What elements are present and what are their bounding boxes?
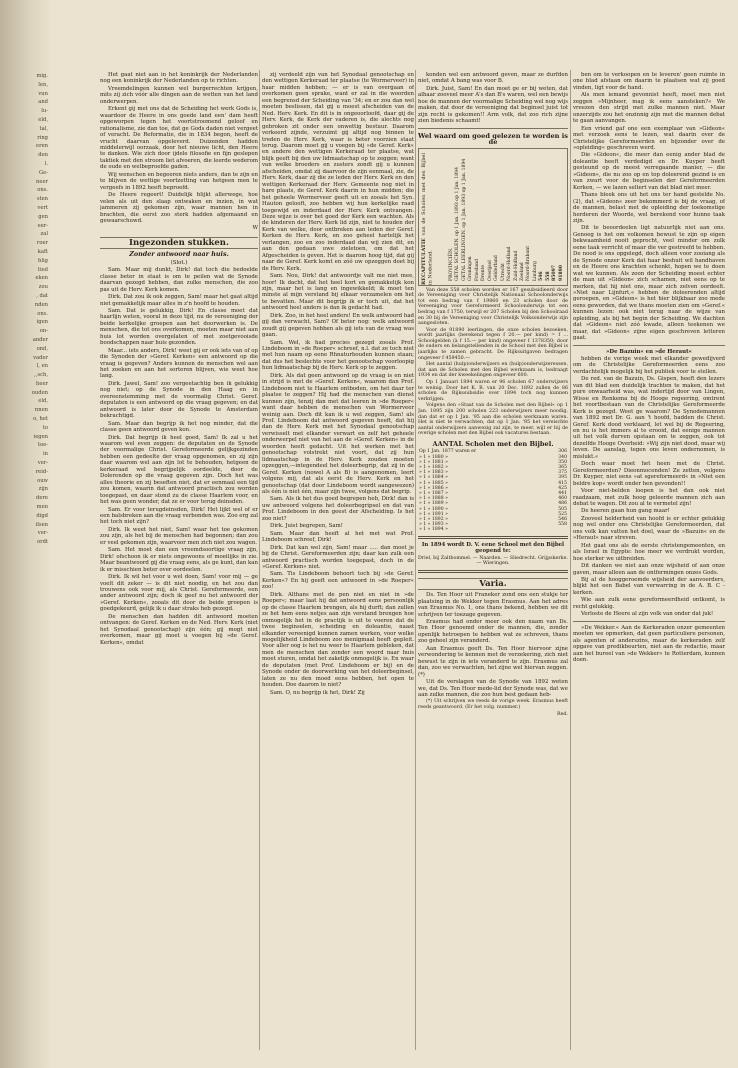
paragraph: konden wel een antwoord geven, maar ze durfden niet, omdat A bang was voor B. (418, 72, 568, 85)
varia-paragraph: Ds. Ten Hoor uit Franeker zond ons een stukje ter plaatsing in de Wekker tegen Erasmus. Aan het adres van Erasmus No. 1, ons thans bekend, hebben we dit schrijven ter toezage gegeven. (418, 592, 568, 618)
margin-fragment: men (36, 504, 48, 511)
column-rule (570, 70, 571, 1050)
margin-fragment: mig. (36, 73, 48, 79)
margin-fragment: eld, (38, 398, 48, 405)
margin-fragment: ver- (37, 460, 48, 467)
dialogue-paragraph: Dirk. Ik weet het niet, Sam! waar het toe gekomen zou zijn, als het bij de menschen had begonnen; dan zou er veel gekomen zijn, waarvoor men zich niet zou wagen. (100, 526, 258, 546)
year-cell: » 1 » 1882 » (419, 465, 448, 471)
table-province: Limburg (532, 260, 538, 281)
margin-fragment: iegen (33, 433, 48, 440)
year-cell: » 1 » 1887 » (419, 491, 448, 497)
dialogue-paragraph: Dirk. Zoo, in het heel anders! En welk antwoord had gij dan verwacht, Sam? Of beter nog: welk antwoord zoudt gij gegeven hebben als gij iets van de vraag was gaan. (262, 312, 414, 339)
dialogue-paragraph: Sam. Wel, ik had precies gezegd zooals Prof. Lindeboom in »de Roeper« schreef, n.l. dat ze toch niet met hun naam op eene Rhnaturbouden kunnen staan; dat dus het beslechte voor het genootschap voorloopig hun lidmaatschap bij de Herv. Kerk op te zeggen. (262, 339, 414, 372)
year-cell: » 1 » 1892 » (419, 517, 448, 523)
count-cell: 486 (558, 501, 567, 507)
wekker-paragraph: »De Wekker.« Aan de Kerkeraden onzer gemeenten moeten we opmerken, dat geen particuliere personen, als agenten of anderszins, maar de kerkeraden zelf opgave van predikbeurten, niet aan de redactie, maar aan het bureel van »de Wekker« te Rotterdam, kunnen doen. (573, 624, 725, 663)
margin-fragment: ons. (37, 310, 48, 317)
section-title: Ingezonden stukken. (100, 237, 258, 249)
table-province: Gelderland (494, 254, 500, 281)
varia-title: Varia. (418, 578, 568, 590)
margin-fragment: toe- (37, 442, 48, 449)
count-cell: 375 (558, 470, 567, 476)
margin-fragment: ons. (37, 187, 48, 194)
count-cell: 525 (558, 511, 567, 517)
varia-paragraph: Uit de verslagen van de Synode van 1892 weten we, dat Ds. Ten Hoor mede-lid der Synode was, dat we aan zulke mannen, die zoo hun best gedaan heb- (418, 679, 568, 699)
dialogue-paragraph: Sam. Het moet dan een vreemdsoortige vraag zijn, Dirk! ofschoon ik er niets ongewoons of moeilijks in zie. Maar beantwoord gij die vraag eens, als ge kunt, dan kan ik er misschien beter over oordeelen. (100, 547, 258, 573)
paragraph: Doch waar moet het heen met de Christ. Gereformeerden? Dieonmocenden! Ze zetten, volgens Dr. Kuyper, niet eens »at sgereformeerd« in »Niet een beldre kop« wordt onder hen gevonden!! (573, 461, 725, 487)
count-cell: 505 (558, 506, 567, 512)
table-total: 558 (545, 270, 551, 281)
margin-fragment: zou (38, 284, 48, 291)
paragraph: Als men iemand gevonnist heeft, moet men niet zeggen »Mijnheer, mag ik eens aansteken?« We vreezen den strijd met zulke mannen niet. Maar onzerzijds zou het onzinnig zijn met die mannen debat te gaan aanvangen. (573, 92, 725, 125)
table-subheader: van de Scholen met den Bijbel in Nederland. (421, 152, 434, 285)
count-cell: 340 (558, 454, 567, 460)
count-cell: 395 (558, 475, 567, 481)
left-margin-fragments (0, 72, 48, 547)
margin-fragment: vun (38, 90, 48, 97)
paragraph: Vreemdelingen kunnen wel burgerrechten krijgen, mits zij zich vóór alle dingen aan de wetten van het land onderwerpen. (100, 85, 258, 105)
article-subtitle: Zonder antwoord naar huis. (129, 250, 229, 259)
year-cell: Op 1 Jan. 1877 waren er (419, 449, 477, 455)
table-province: Noord-Brabant (526, 245, 532, 281)
paragraph: Voor niet-belden loopen is het dan ook niet raadzaam, met zulk hoog geleerde mannen zich aan debat te wagen. Dit zou al te vermetel zijn! (573, 488, 725, 507)
dialogue-paragraph: Dirk. Juist begrepen, Sam! (270, 523, 343, 530)
dialogue-paragraph: Dirk. Dat kan wel zijn, Sam! maar ..... dan moet je bij de Christ. Gereformeerden zijn; daar kan zulk een antwoord practisch worden toegepast, doch in de »Geref. Kerken« niet. (262, 544, 414, 570)
margin-fragment: ,,sch, (34, 372, 48, 379)
paragraph: Erkent gij met ons dat de Scheiding het werk Gods is, waardoor de Heere in ons goede land een' dam heeft opgeworpen tegen het voortstroomend geloof en rationalisme, zie dan toe, dat ge Gods daden niet vergeet of veracht. De Reformatie, die in 1834 begon, heeft de vrucht daarvan opgeleverd. Duizenden hadden middelerwijl oorzaak, door het nieuwe licht, den Heere te danken. Wie zich door ijdele filosofie en fijn geslepen taktiek met den stroom liet afvoeren, die leerde wederom de oude en welbeproefde gaden. (100, 106, 258, 171)
dialogue-paragraph: Dirk. Dat zou ik ook zeggen, Sam! maar het gaat altijd niet gemakkelijk maar alles in z'n hoofd te houden. (100, 294, 258, 307)
margin-fragment: ouw (37, 477, 48, 484)
margin-fragment: eer- (37, 222, 48, 229)
margin-fragment: Ge- (39, 169, 48, 176)
dialogue-paragraph: De menschen dan hadden dit antwoord moeten ontvangen: de Geref. Kerken en de Ned. Herv. Kerk (niet het Synodaal genootschap) zijn één; gij mogt niet overkomen, maar gij moet u voegen bij »de Geref. Kerken«, omdat (100, 613, 258, 646)
count-cell: 415 (558, 480, 567, 486)
margin-fragment: to (42, 424, 48, 431)
paragraph: Zooveel helderheid van hoofd is er echter gelukkig nog wel onder ons Christelijke Gereformeerden, dat ons volk kan vatten het doel, waar de »Bazuin« en de »Heraut« naar streven. (573, 515, 725, 542)
count-cell (545, 527, 568, 532)
margin-fragment: dere (36, 495, 48, 502)
paragraph: Die »Gideon«, die meer dan eenig ander blad de doleantie heeft verdedigd en Dr. Kuyper heeft gesteund op de meest verregaande manier, — die »Gideon«, die nu zoo op en top doleerend gezind is en van zwart voor de beginselen der Gereformeerden Kerken, — we lazen seltert van dat blad niet meer. (573, 152, 725, 191)
table-province: Groningen (468, 255, 474, 281)
count-cell: 306 (558, 449, 567, 455)
table-title: Wel waard om goed gelezen te worden is de (418, 131, 568, 147)
sign-off: W (252, 225, 258, 232)
column-4 (573, 72, 725, 664)
margin-fragment: ander (32, 336, 48, 343)
dialogue-paragraph: Dirk. Als dat geen antwoord op de vraag is en niet in strijd is met de »Geref. Kerken«, waarom dan Prof. Lindeboom niet te Haarlem ontboden, om het daar ter plaatse te zeggen? Hij had die menschen van dienst kunnen zijn, tenzij dan met dat leeren in »de Roeper« want daar hebben de menschen van Wormerveer weinig aan. Doch dit kan ik u wel zeggen, Sam! als Prof. Lindeboom dat antwoord gegeven heeft, dat hij dan de Herv. Kerk met het Synodaal genootschap verwisselt met elkander verwart en zelf het geheele onderwerpel niet van het aan de »Geref. Kerken« in de woorden heeft gedacht. Uit het werken met het genootschap volstrekt niet voort, dat zij hun lidmaatschap in de Herv. Kerk zouden moeten opzeggen,—integendeel het doleerbegrip, dat zij in de Geref. Kerken (nowel A als B) is aangenomen, leert volgens mij, dat als eerst de Herv. Kerk en het genootschap (dat door Lindeboom wordt aangewezen) als één is niet één, maar zijn twee, volgens dat begrip. (262, 372, 414, 495)
count-cell: 350 (558, 459, 567, 465)
paragraph: Thans bleek ons uit het ons ter hand gestelde No. (2), dat »Gideon« zeer bekommerd is bij de vraag, of de mannen, belast met de opleiding der toekomstige herderen der Woorde, wel berekend voor hunne taak zijn. (573, 192, 725, 224)
margin-fragment: sten (36, 196, 48, 203)
table-province: Utrecht (500, 262, 506, 281)
margin-fragment: on- (39, 328, 48, 335)
year-cell: » 1 » 1894 » (419, 527, 448, 533)
margin-fragment: ilsen (35, 521, 48, 528)
paragraph: Wij wenschen en begeeren niets anders, dan te zijn en te blijven de wettige voortzetting van hetgeen men te vergeefs in 1892 heeft beproefd. (100, 171, 258, 191)
footnote: (*) Uit schrijven we reeds de vorige week. Erasmus heeft reeds geantwoord. (Er het volg. nummer.) (418, 699, 568, 711)
dialogue-paragraph: Sam. O, nu begrijp ik het, Dirk! Zij (270, 689, 365, 696)
note-paragraph: Volgens den »Staat van de Scholen met den Bijbel« op 1 Jan. 1895 zijn 200 scholen 223 onderwijzers meer noodig, dan dat er op 1 Jan. '95 aan die scholen werkzaam waren. Het is niet te verwachten, dat op 1 Jan. '95 het vereischte aantal onderwijzers aanwezig zal zijn, te meer, wijl er bij de overige scholen met den Bijbel ook vacatures bestaan. (418, 403, 568, 437)
varia-paragraph: Erasmus had onder meer ook den naam van Ds. Ten Hoor genoemd onder de mannen, die, zonder openlijk hetroepen te hebben wat ze schreven, thans zoo geheel zijn veranderd. (418, 619, 568, 645)
margin-fragment: ring (37, 134, 48, 141)
margin-fragment: tied (37, 266, 48, 273)
margin-fragment: and (38, 99, 48, 106)
margin-fragment: l, en (36, 363, 48, 370)
note-paragraph: Op 1 Januari 1894 waren er 96 scholen 67 onderwijzers te weinig. Door het K. B. van 20 Dec. 1892 zullen de 86 scholen de Rijkssubsidie over 1894 toch nog kunnen verkrijgen. (418, 380, 568, 402)
dialogue-paragraph: Sam. Maar dan begrijp ik het nog minder, dat die classe geen antwoord geven kon. (100, 420, 258, 434)
paragraph: Dirk. Juist, Sam! En dan moet ge er bij weten, dat alhaar zooveel meer A's dan B's waren, wel een bewijs hoe de mannen der voormalige Scheiding wel nog wijs maken, dat door de vereeniging dat beginsel juist tot zijn recht is gekomen!! Arm volk, dat zoo rich zijne zien biedenis schaamt! (418, 85, 568, 125)
aantal-table (418, 449, 568, 532)
count-cell: 441 (558, 491, 567, 497)
margin-fragment: den (38, 152, 48, 159)
count-cell: 558 (558, 522, 567, 528)
notice-heading: In 1894 wordt D. V. eene School met den Bijbel geopend te: (421, 541, 565, 555)
year-cell: » 1 » 1885 » (419, 480, 448, 486)
paragraph: ben om te verkoopen en te leveren' geen ruimte in one blad afstaan om daarin te plaatsen wat zij goed vinden, ligt voor de hand. (573, 72, 725, 91)
year-cell: » 1 » 1890 » (419, 506, 448, 512)
year-cell: » 1 » 1889 » (419, 501, 448, 507)
margin-fragment: lu- (41, 108, 48, 115)
footnote-sign: Red. (556, 711, 568, 717)
margin-fragment: reid- (35, 468, 48, 475)
margin-fragment: kaft (37, 248, 48, 255)
year-cell: » 1 » 1883 » (419, 470, 448, 476)
dialogue-paragraph: Sam. Als ik het dus goed begrepen heb, Dirk! dan is uw antwoord volgens het doleerbegripsel en dat van Prof. Lindeboom in den geest der Afscheiding. Is het zoo niet? (262, 496, 414, 522)
year-cell: » 1 » 1884 » (419, 475, 448, 481)
table-province: Noord-Holland (507, 245, 513, 281)
table-province: Friesland (474, 258, 480, 281)
recapitulatie-table (418, 148, 568, 286)
paragraph: Dit te beoordeelen ligt natuurlijk niet aan ons. Genoeg is het om volkomen bewust te zijn op eigen bekwaamheid nooit geprocht, veel minder om zulk eene taak verricht of maar die ver gestreefd te hebben. De nood is ons opgelegd, doch alleen voor zooiang als de Synode onzer Kerk dat haar beshuit wil handhaven en de Heere ons krachten schenkt, hopen we te doen wat we kunnen. Als zoon der Scheiding moest echter de man uit »Gideon« zich schamen, niet eens op te merken, dat hij niet ons, maar zich zelven oordeelt. »Niet naar Lijnfurt,« hebben de doleerenden altijd geroepen, en »Gideon« is het hier blijkbaar zoo mede eens geworden, dat we thans moeten zien om »Geref.« kunnen lezen: ook niet terug naar de wijze van opleiding, als bij het begin der Scheiding. We dachten dat »Gideon« niet zóó kwade, alleen teekenen we maar, dat »Gideon« zijne eigen geschreven letteren gaat. (573, 225, 725, 342)
dialogue-paragraph: Dirk. Dat begrijp ik heel goed, Sam! Ik zal u het waarom wel even zeggen: de deputaten en de Synode der voormalige Christ. Gereformeerde gelijkgezinden hebben een gedeelte der vraag opgenomen, en zij zijn daar waarom wel aan zijn lot te behouden, hetgeen de kerkeraad wel begrijpelijk oordeelde, door de Dolerenden op die vraag gegeven zijn. Doch het was alles theorie en zij beseften niet, dat er eenmaal een tijd zou komen, waarin dat antwoord practisch zou worden toegepast, en daar stond zu de classe Haarlem voor, en het was geen wonder, dat ze er voor terug deinsden. (100, 434, 258, 506)
table-column-header: GETAL SCHOLEN. op 1 Jan. 1893 op 1 Jan. 1894 (455, 166, 461, 281)
dialogue-paragraph: Sam. Nou, Dirk! dat antwoordje valt me niet mee, hoor! Ik dacht, dat het heel kort en gemakkelijk kon zijn, maar het is lang en ingewikkeld; ik moet ten minste al mijn verstand bij elkaar verzamelen om het te bevatten. Maar dit begrijp ik er toch uit, dat het antwoord heel anders is dan ik gedacht had. (262, 273, 414, 312)
paragraph: De Heere regeert! Duidelijk blijkt allerwege, hoe velen als uit den slaap ontwaken en inzien, in wat jammeren zij gekomen zijn, waar mannen hen in brachten, die eerst zoo sterk hadden afgemaand en gewaarschuwd. (100, 192, 258, 224)
margin-fragment: ordt (36, 539, 48, 546)
aantal-title: AANTAL Scholen met den Bijbel. (432, 439, 554, 448)
dialogue-paragraph: zij verdeeld zijn van het Synodaal genootschap en den wettigen Kerkeraad ter plaatse (te Wormerveer) in haar midden hebben; — er is van overgaan of overkomen geen sprake, want er zal in die woorden een begrensd der Scheiding van '34; en er zou dan wel moeten beslissen, dat gij u moest afscheiden van de Ned. Herv. Kerk. En dit is in ongeoorloofd, daar gij de Herv. Kerk, de Kerk der vaderen is, die alechts nog gebroken zit onder een onwettig bestuur. Daarom verkeerd zijnde, verzuimt gij altijd nog binnen te treden de Herv. Kerk, waar is beter voorzien staat terug. Daarom moet gij u voegen bij »de Geref. Kerk« en andere den wettigen Kerkeraad ter plaatse, wat blijk geeft bij den uw lidmaatschap op te zeggen; want van welke broeders en zusters zondt gij u kunnen afscheiden, omdat zij daarvoor de zijn eenmaal, zie, de Herv. Kerk, daar zij die ze leden der Herv. Kerk en den wettigen Kerkeraad der Herv. Gemeente nog niet in hare plaats, de Geref. Kerk daarin in hun midden; die het geheele Wormerveer geeft uit en zooals het Syn. Hauton gelooft, zoo hebben wij hun kerkelijke raad toegewijd en inderdaad der Herv. Kerk ontvangen. Deze wijze is over het goed der Kerk een wachten. Als de kinderen der Herv. Kerk lid zijn, niet te houden der Kerk van welke, door ontbreken aan leden der Geref. Kerken de Herv. Kerk, en zoo geheel hartelijk het verlangen, zoo en zoo inderdaad dan wij zien dit, en aan den gedaan uwe zieletoen, om dat het Afgescheiden is geven. Het is daarom hoog tijd, dat gij naar de Geref. Kerk komt en zóó uw opzeggen doet bij de Herv. Kerk. (262, 72, 414, 272)
table-province: Overijsel (487, 259, 493, 281)
column-rule (415, 70, 416, 1050)
margin-fragment: l. (44, 160, 48, 167)
column-2 (262, 72, 414, 697)
table-province: Zuid-Holland (513, 250, 519, 281)
table-province: Zeeland (519, 261, 525, 281)
dialogue-paragraph: Sam. Er voor terugdeinsden, Dirk! Het lijkt wel of er een balsbreken aan die vraag verbonden was. Zoo erg zal het toch niet zijn? (100, 506, 258, 526)
margin-fragment: zijn (38, 486, 48, 493)
margin-fragment: blig (38, 257, 48, 264)
margin-fragment: nden (34, 301, 48, 308)
margin-fragment: igen (36, 319, 48, 326)
margin-fragment: roer (36, 240, 48, 247)
dialogue-paragraph: Dirk. Althans met de pen niet en niet in »de Roeper«; maar laat hij dat antwoord eens persoonlijk op de classe Haarlem brengen, als hij durft; dan zullen ze het hem eens netjes aan zijn verstand brengen hoe onmogelijk het in de practijk is uit te voeren dat de twee beginselen, scheiding en doleantie, naast elkander vereenigd kunnen zamen werken, voor welke mogelijkheid Lindeboom zoo menigmaal heeft gepleit. Voor aller oog is het nu weer te Haarlem gebleken, dat men de menschen dan zonder een woord naar huis moet sturen, omdat het zakelijk onmogelijk is. En waar de deputaten (met Prof. Lindeboom er bij) en de Synode onder de doorwerking van het doleerbeginsel, laten ze nu den moed eens hebben, het open te houden. Doe daarom te niet? (262, 591, 414, 689)
margin-fragment: eken (35, 275, 48, 282)
slot-label: (Slot.) (170, 259, 188, 266)
margin-fragment: vader (33, 354, 48, 361)
margin-fragment: neer (36, 178, 48, 185)
year-cell: » 1 » 1881 » (419, 459, 448, 465)
dialogue-paragraph: Dirk. Jawel, Sam! zoo vergeetachtig ben ik gelukkig nog niet; op de Synode in den Haag en in overeenstemming met de voormalig Christ. Geref. deputaten is een antwoord op die vraag gegeven; en dat antwoord is later door de Synode te Amsterdam bekrachtigd. (100, 380, 258, 420)
year-cell: » 1 » 1888 » (419, 496, 448, 502)
table-province: Drente (481, 264, 487, 281)
table-column-header: PROVINCIËN. (449, 247, 454, 281)
margin-fragment: o, het (33, 416, 48, 423)
table-total: 85097 (552, 264, 558, 281)
margin-fragment: nnen (34, 407, 48, 414)
count-cell: 460 (558, 496, 567, 502)
year-cell: » 1 » 1893 » (419, 522, 448, 528)
margin-fragment: heer (36, 380, 48, 387)
note-paragraph: Het aantal (hulp)onderwijzers en (hulp)onderwijzeressen, dat aan de Scholen met den Bijbel werkzaam is, bedraagt 1934 en dat der kweekelingen ongeveer 600. (418, 362, 568, 379)
year-cell: » 1 » 1880 » (419, 454, 448, 460)
paragraph: Een vriend gaf one een exemplaar van »Gideon« met verzoek eens te lezen, wat daarin over de Christelijke Gereformeerden en bijzonder over de »opleiding« geschreven werd. (573, 125, 725, 151)
table-total: 546 (539, 270, 545, 281)
table-rows (449, 153, 565, 281)
note-paragraph: Van deze 558 scholen worden er 167 gesubsidieerd door de Vereeniging voor Christelijk Nationaal Schoolonderwijs tot een bedrag van f 19860 en 23 scholen door de Vereeniging voor Gereformeerd Schoolonderwijs tot een bedrag van f 1750, terwijl er 207 Scholen bij den Schoolraad en 30 bij de Vereeniging voor Christelijk Volksonderwijs zijn aangesloten. (418, 287, 568, 327)
table-header: RECAPITULATIE (421, 237, 427, 285)
count-cell: 425 (558, 485, 567, 491)
dialogue-paragraph: Sam. Maar dan heeft al het met wat Prof. Lindeboom schreef, Dirk! (262, 530, 414, 544)
margin-fragment: digd (36, 512, 48, 519)
count-cell: 546 (558, 517, 567, 523)
bazuin-heading: »De Bazuin« en »de Heraut« (606, 348, 692, 355)
paragraph: hebben de vorige week met elkander gewedijverd om de Christelijke Gereformeerden eens zoo verdachtelijk mogelijk bij het publiek voor te stellen. (573, 356, 725, 375)
paragraph: Dit danken we niet aan onze wijsheid of aan onze gaven, maar alleen aan de ontfermingen onzes Gods. (573, 563, 725, 576)
column-1 (100, 72, 258, 647)
margin-fragment: ond, (36, 345, 48, 352)
margin-fragment: , dat (36, 292, 48, 299)
count-cell: 365 (558, 465, 567, 471)
paragraph: De red. van de Bazuin, Ds. Gispen, heeft den lezers van dit blad een duidelijk trachten te maken, dat het pure onwaarheid was, wat indertijd door van Lingen, Wisse en Renkema bij de Hooge regeering, omtrent het voortbestaan van de Christelijke Gereformeerde Kerk is gezegd. Weet ge waarom? De Synodemannen van 1892 met Dr. G. aan 't hoofd, hadden de Christ. Geref. Kerk dood verklaard, let wel bij de Regeering, en nu is het immers al te erooid, dat eenige mannen uit het volk durven opstaan om te zeggen, ook tot dezelfde Hooge Overheid: »Wij zijn niet dood, maar wij leven. De aanslag, tegen ons leven ondernomen, is mislukt.« (573, 376, 725, 460)
year-cell: » 1 » 1891 » (419, 511, 448, 517)
table-total: 91890 (558, 264, 564, 281)
margin-fragment: tal, (39, 125, 48, 132)
notice-places: Driel, bij Zaltbommel. — Naarden. — Sliedrecht. Grijpskerke. — Wieringen. (418, 555, 568, 567)
margin-fragment: vert (37, 204, 48, 211)
dialogue-paragraph: Maar... iets anders, Dirk! weet gij er ook iets van of op die Synoden der »Geref. Kerken« een antwoord op die vraag is gegeven? Anders kunnen de menschen wel aan het zoeken en aan het sorteren blijven, wie weet hoe lang. (100, 347, 258, 380)
varia-paragraph: Aan Erasmus geeft Ds. Ten Hoor hiervoor zijne verwondering te kennen met de verzekering, zich niet bewust te zijn in iets veranderd te zijn. Erasmus zal dan, zoo we verwachten, het zijne wel hiervan zeggen.(*) (418, 645, 568, 678)
dialogue-paragraph: Sam. Maar mij dunkt, Dirk! dat toch die bedoelde classe beter in staat is om te peilen wat de Synode daarvan gezegd hebben, dan zulke menschen, die zoo pas uit de Herv. Kerk komen. (100, 267, 258, 293)
paragraph: De heeren gaan hun gang maar! (581, 508, 670, 515)
dialogue-paragraph: Sam. Dat is gelukkig, Dirk! En classe moet dat haarlijn weten, vooral in deze tijd, nu de vereeniging der beide kerkelijke groepen aan het doorwerken is. De menschen, die tot ons overkomen, moeten maar niet aan huis lot worden overgelaten of met zoetgevooisde boodschappen naar huis gezonden. (100, 307, 258, 347)
margin-fragment: ver- (37, 530, 48, 537)
table-row (418, 527, 568, 532)
margin-fragment: in (42, 451, 48, 458)
table-column-header: GETAL LEERLINGEN. op 1 Jan. 1893 op 1 Jan. 1894 (461, 158, 467, 281)
margin-fragment: gen (38, 213, 48, 220)
paragraph: Het gaat niet aan in het koninkrijk der Nederlanden nog een koninkrijk der Nederlanden op te richten. (100, 72, 258, 85)
margin-fragment: eld, (38, 116, 48, 123)
year-cell: » 1 » 1886 » (419, 485, 448, 491)
column-rule (259, 70, 260, 1050)
margin-fragment: ouden (31, 389, 48, 396)
note-paragraph: Voor de 91890 leerlingen, die onze scholen bezoeken, wordt jaarlijks (berekend tegen f 20.— per kind) = f ... Schoolgelden (à f 15.— per kind) ongeveer f 1378350; door de ouders en belangstellenden in de School met den Bijbel is jaarlijks te zamen gebracht. De Rijksuitgaven bedragen ongeveer f 459450.— (418, 327, 568, 361)
paragraph: Wie aan zulk eene gereformeerdheid ontkomt, is recht gelukkig. (573, 597, 725, 610)
dialogue-paragraph: Dirk. Ik wil het voor u wel doen, Sam! voor mij — ge voelt dit zeker — is dit niet noodig, en het zou dan trouwens ook voor mij, als Christ. Gereformeerde, een ander antwoord zijn; doch ik geef nu het antwoord der »Geref. Kerken«, zooals dit door de beide groepen is goedgekeurd, gelijk ik u daar straks heb gezegd. (100, 574, 258, 613)
margin-fragment: len, (38, 81, 48, 88)
paragraph: Verloste de Heere al zijn volk van onder dat juk! (581, 611, 714, 618)
margin-fragment: eren (36, 143, 48, 150)
column-3 (418, 72, 568, 718)
paragraph: Bij al de hooggeroemde wijsheid der aanvoerders, blijkt het een Babel van verwarring in de A. B. C - kerken. (573, 576, 725, 596)
dialogue-paragraph: Sam. Tis Lindeboom behoort toch bij »de Geref. Kerken«? En hij geeft een antwoord in »de Roeper« zoo! (262, 571, 414, 591)
paragraph: Het gaat ons als de eerste christengemeenten, en als Israel in Egypte: hoe meer we verdrukt worden, hoe sterker we uitbreiden. (573, 542, 725, 562)
margin-fragment: zal (40, 231, 48, 238)
